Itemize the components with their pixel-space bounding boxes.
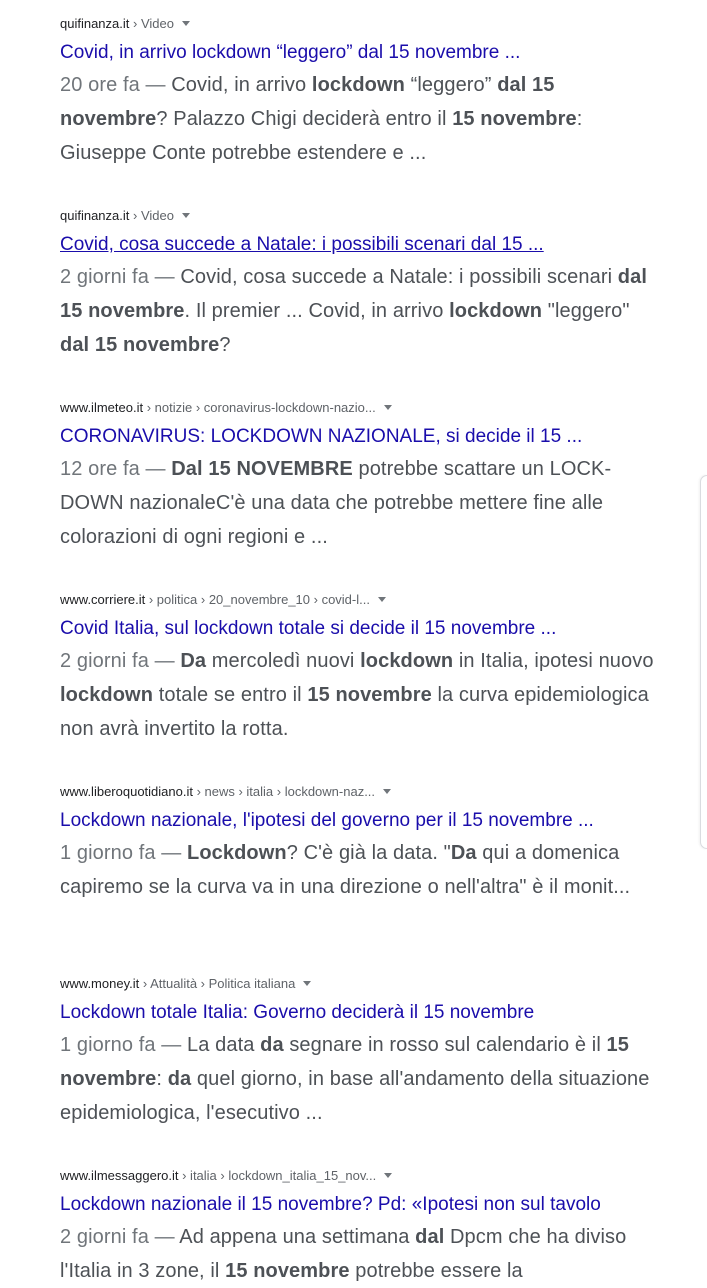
result-site: quifinanza.it [60,208,130,223]
result-breadcrumb[interactable] [60,14,190,34]
chevron-down-icon[interactable] [378,597,386,602]
result-path: › notizie › coronavirus-lockdown-nazio... [143,400,376,415]
result-snippet: 1 giorno fa — Lockdown? C'è già la data. "Da qui a domenica capiremo se la curva va in una direzione o nell'altra" è il monit... [60,842,631,898]
result-title-link[interactable]: Lockdown nazionale, l'ipotesi del governo per il 15 novembre ... [60,810,594,831]
result-breadcrumb[interactable] [60,206,190,226]
chevron-down-icon[interactable] [182,213,190,218]
result-snippet: 2 giorni fa — Da mercoledì nuovi lockdown in Italia, ipotesi nuovo lockdown totale se entro il 15 novembre la curva epidemiologica non avrà invertito la rotta. [60,650,654,740]
result-path: › Video [129,208,174,223]
result-site: www.money.it [60,976,140,991]
result-site: www.ilmeteo.it [60,400,144,415]
result-site: quifinanza.it [60,16,130,31]
result-snippet: 12 ore fa — Dal 15 NOVEMBRE potrebbe scattare un LOCK-DOWN nazionaleC'è una data che potrebbe mettere fine alle colorazioni di ogni regioni e ... [60,458,612,548]
result-site: www.corriere.it [60,592,146,607]
chevron-down-icon[interactable] [383,789,391,794]
result-title-link[interactable]: Covid, in arrivo lockdown “leggero” dal 15 novembre ... [60,42,521,63]
chevron-down-icon[interactable] [384,405,392,410]
result-breadcrumb[interactable] [60,974,311,994]
result-path: › italia › lockdown_italia_15_nov... [178,1168,377,1183]
result-title-link[interactable]: Covid Italia, sul lockdown totale si decide il 15 novembre ... [60,618,557,639]
result-path: › politica › 20_novembre_10 › covid-l... [145,592,370,607]
result-site: www.ilmessaggero.it [60,1168,179,1183]
scroll-edge-handle[interactable] [700,475,707,849]
result-snippet: 2 giorni fa — Covid, cosa succede a Natale: i possibili scenari dal 15 novembre. Il premier ... Covid, in arrivo lockdown "leggero" dal 15 novembre? [60,266,647,356]
result-path: › Attualità › Politica italiana [139,976,296,991]
result-breadcrumb[interactable] [60,782,391,802]
chevron-down-icon[interactable] [182,21,190,26]
result-title-link[interactable]: Lockdown nazionale il 15 novembre? Pd: «Ipotesi non sul tavolo [60,1194,601,1215]
result-site: www.liberoquotidiano.it [60,784,193,799]
result-title-link[interactable]: Lockdown totale Italia: Governo deciderà il 15 novembre [60,1002,535,1023]
result-title-link[interactable]: Covid, cosa succede a Natale: i possibili scenari dal 15 ... [60,234,544,255]
result-snippet: 20 ore fa — Covid, in arrivo lockdown “leggero” dal 15 novembre? Palazzo Chigi deciderà entro il 15 novembre: Giuseppe Conte potrebbe estendere e ... [60,74,583,164]
result-snippet: 2 giorni fa — Ad appena una settimana dal Dpcm che ha diviso l'Italia in 3 zone, il 15 novembre potrebbe essere la [60,1226,627,1282]
result-snippet: 1 giorno fa — La data da segnare in rosso sul calendario è il 15 novembre: da quel giorno, in base all'andamento della situazione epidemiologica, l'esecutivo ... [60,1034,650,1124]
result-breadcrumb[interactable] [60,1166,392,1186]
result-breadcrumb[interactable] [60,398,392,418]
result-path: › Video [129,16,174,31]
result-title-link[interactable]: CORONAVIRUS: LOCKDOWN NAZIONALE, si decide il 15 ... [60,426,583,447]
result-breadcrumb[interactable] [60,590,386,610]
chevron-down-icon[interactable] [303,981,311,986]
chevron-down-icon[interactable] [384,1173,392,1178]
result-path: › news › italia › lockdown-naz... [192,784,376,799]
